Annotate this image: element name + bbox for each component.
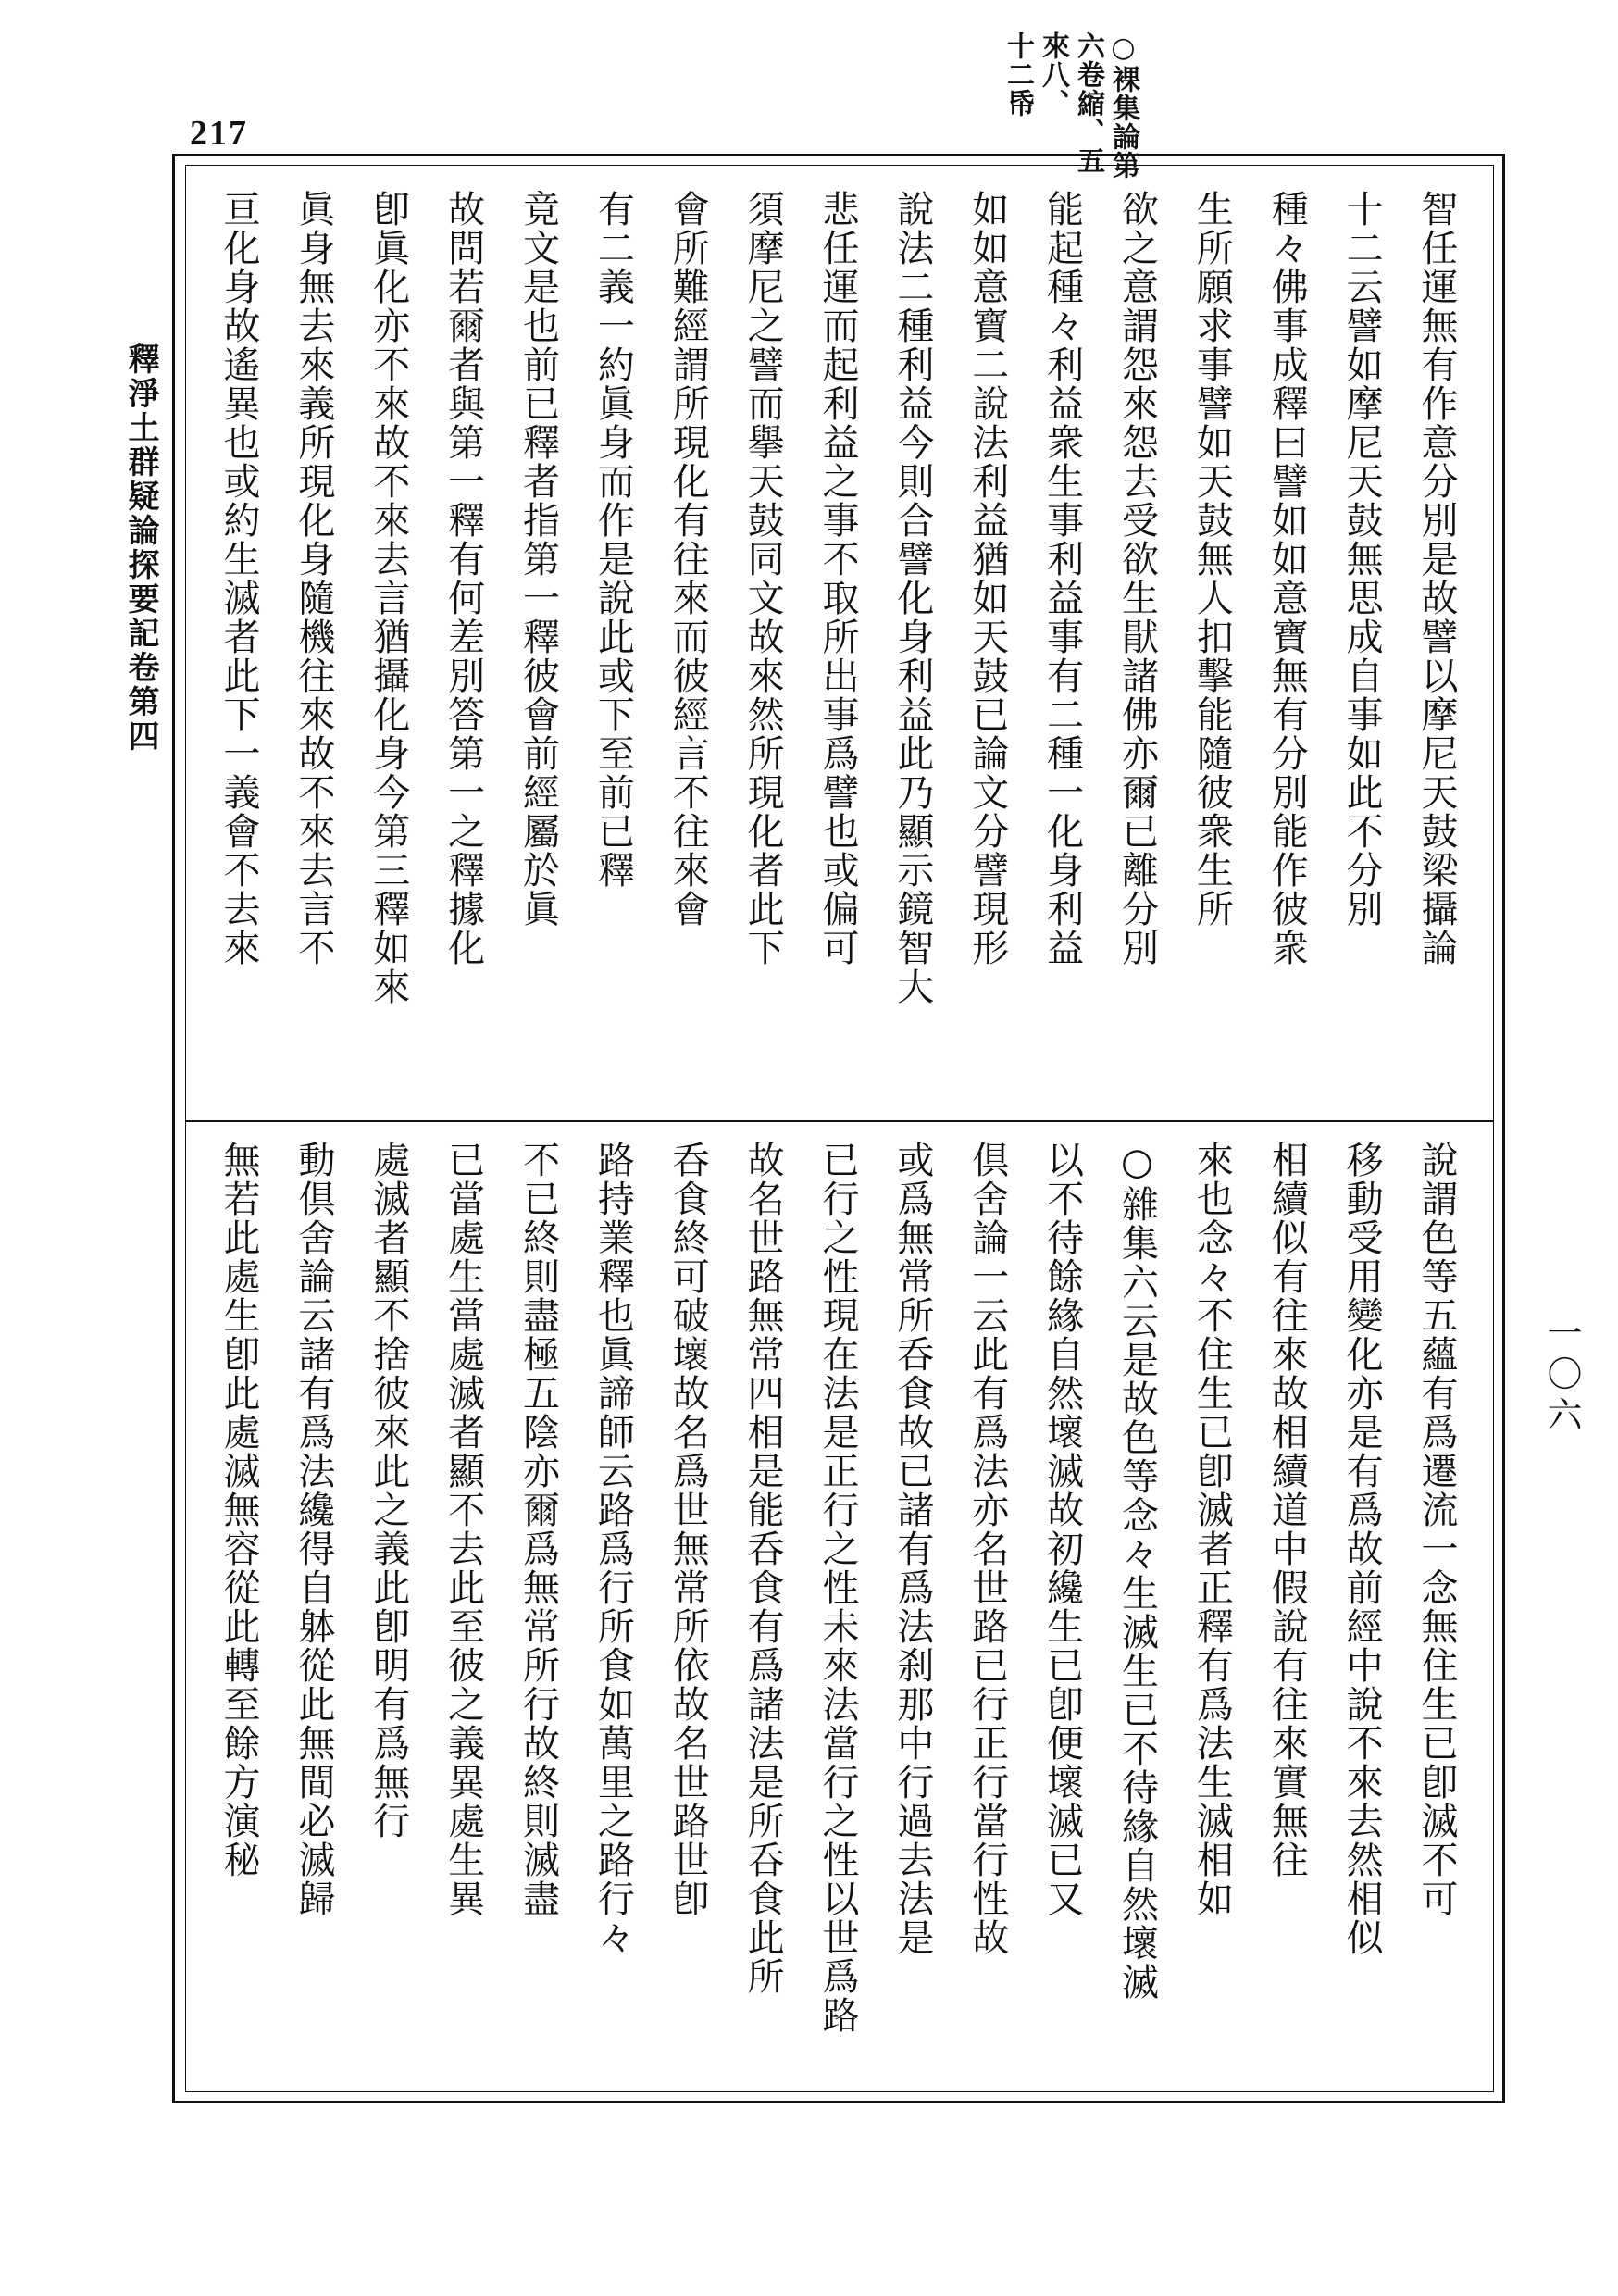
upper-text-band	[213, 190, 1462, 1102]
running-title: 釋淨土群疑論探要記卷第四	[122, 343, 159, 754]
text-column: 說法二種利益今則合譬化身利益此乃顯示鏡智大	[890, 190, 934, 1006]
folio-number: 一〇六	[1541, 1315, 1582, 1437]
text-column: 故名世路無常四相是能呑食有爲諸法是所呑食此所	[741, 1141, 785, 1996]
text-column: 動倶舍論云諸有爲法纔得自躰從此無間必滅歸	[292, 1141, 335, 1918]
text-column: 路持業釋也眞諦師云路爲行所食如萬里之路行々	[591, 1141, 635, 1957]
text-column: 卽眞化亦不來故不來去言猶攝化身今第三釋如來	[367, 190, 410, 1006]
header-note	[981, 31, 1139, 180]
text-column: 有二義一約眞身而作是說此或下至前已釋	[591, 190, 635, 890]
text-column: 移動受用變化亦是有爲故前經中說不來去然相似	[1340, 1141, 1384, 1957]
text-column: 欲之意謂怨來怨去受欲生猒諸佛亦爾已離分別	[1115, 190, 1159, 967]
text-column: 智任運無有作意分別是故譬以摩尼天鼓梁攝論	[1415, 190, 1458, 967]
text-column: 不已終則盡極五陰亦爾爲無常所行故終則滅盡	[517, 1141, 560, 1918]
band-divider	[185, 1120, 1494, 1122]
text-column: 已行之性現在法是正行之性未來法當行之性以世爲路	[816, 1141, 859, 2035]
text-column: 呑食終可破壞故名爲世無常所依故名世路世卽	[666, 1141, 710, 1918]
text-column: 竟文是也前已釋者指第一釋彼會前經屬於眞	[517, 190, 560, 929]
text-column: 須摩尼之譬而擧天鼓同文故來然所現化者此下	[741, 190, 785, 967]
header-note-line: ○裸集論第	[1107, 31, 1139, 180]
text-column: 處滅者顯不捨彼來此之義此卽明有爲無行	[367, 1141, 410, 1841]
text-column: 相續似有往來故相續道中假說有往來實無往	[1265, 1141, 1309, 1879]
page-number: 217	[190, 114, 248, 153]
text-column: 無若此處生卽此處滅無容從此轉至餘方演秘	[218, 1141, 260, 1879]
text-column: 或爲無常所呑食故已諸有爲法刹那中行過去法是	[890, 1141, 934, 1957]
text-column: 生所願求事譬如天鼓無人扣擊能隨彼衆生所	[1190, 190, 1234, 929]
header-note-line: 十二帋	[1002, 31, 1034, 118]
text-column: 十二云譬如摩尼天鼓無思成自事如此不分別	[1340, 190, 1384, 929]
header-note-line: 來八、	[1037, 31, 1069, 118]
text-column: 來也念々不住生已卽滅者正釋有爲法生滅相如	[1190, 1141, 1234, 1918]
text-column: 以不待餘緣自然壞滅故初纔生已卽便壞滅已又	[1040, 1141, 1084, 1918]
text-column: 倶舍論一云此有爲法亦名世路已行正行當行性故	[965, 1141, 1009, 1957]
text-column: 亘化身故遙異也或約生滅者此下一義會不去來	[218, 190, 260, 967]
text-column: 眞身無去來義所現化身隨機往來故不來去言不	[292, 190, 335, 967]
text-column: 說謂色等五蘊有爲遷流一念無住生已卽滅不可	[1415, 1141, 1458, 1918]
text-column: 如如意寶二說法利益猶如天鼓已論文分譬現形	[965, 190, 1009, 967]
text-column: 悲任運而起利益之事不取所出事爲譬也或偏可	[816, 190, 859, 967]
text-column: 能起種々利益衆生事利益事有二種一化身利益	[1040, 190, 1084, 967]
text-column: 種々佛事成釋曰譬如如意寶無有分別能作彼衆	[1265, 190, 1309, 967]
text-column: ○雜集六云是故色等念々生滅生已不待緣自然壞滅	[1115, 1141, 1159, 2002]
header-note-line: 六卷縮、五	[1072, 31, 1104, 175]
text-column: 會所難經謂所現化有往來而彼經言不往來會	[666, 190, 710, 929]
text-column: 故問若爾者與第一釋有何差別答第一之釋據化	[442, 190, 485, 967]
lower-text-band	[213, 1141, 1462, 2085]
text-column: 已當處生當處滅者顯不去此至彼之義異處生異	[442, 1141, 485, 1918]
